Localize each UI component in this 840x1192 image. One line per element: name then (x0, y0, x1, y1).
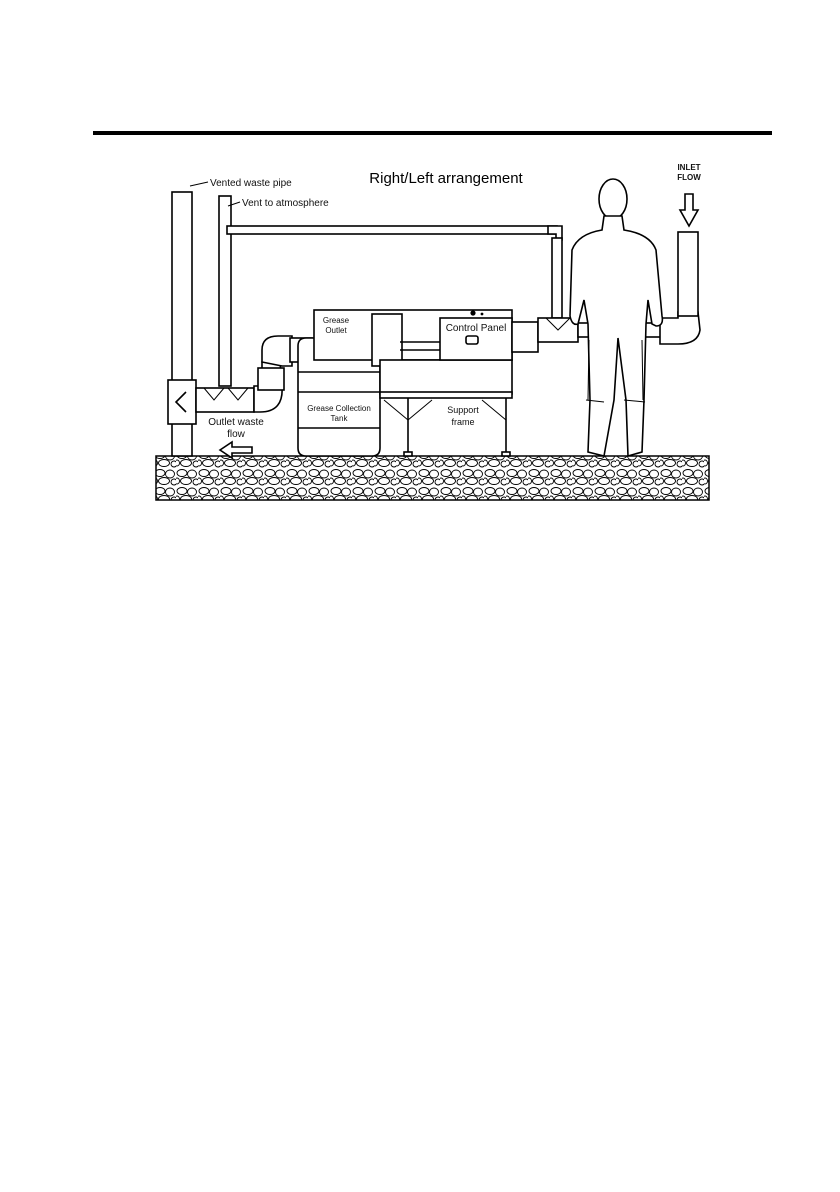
label-control-panel: Control Panel (445, 323, 507, 334)
label-support: Support (447, 405, 479, 415)
control-panel (440, 310, 512, 360)
label-vent-to-atmosphere: Vent to atmosphere (242, 198, 329, 209)
label-outlet-waste: Outlet waste (208, 417, 264, 428)
label-flow-outlet: flow (227, 429, 245, 440)
label-frame: frame (451, 417, 475, 427)
label-vented-waste-pipe: Vented waste pipe (210, 178, 292, 189)
inlet-flow-arrow-icon (680, 194, 698, 226)
ground-gravel (156, 456, 709, 500)
vented-waste-pipe-leader (190, 182, 208, 186)
vented-waste-pipe (168, 192, 196, 456)
support-frame (380, 392, 512, 456)
person-figure (570, 179, 662, 456)
outlet-piping (196, 336, 312, 412)
label-grease: Grease (322, 316, 350, 325)
label-flow: FLOW (677, 173, 701, 182)
label-tank: Tank (330, 414, 348, 423)
label-outlet: Outlet (325, 326, 347, 335)
label-grease-collection: Grease Collection (307, 404, 371, 413)
label-inlet: INLET (677, 163, 701, 172)
diagram-title: Right/Left arrangement (369, 170, 523, 187)
